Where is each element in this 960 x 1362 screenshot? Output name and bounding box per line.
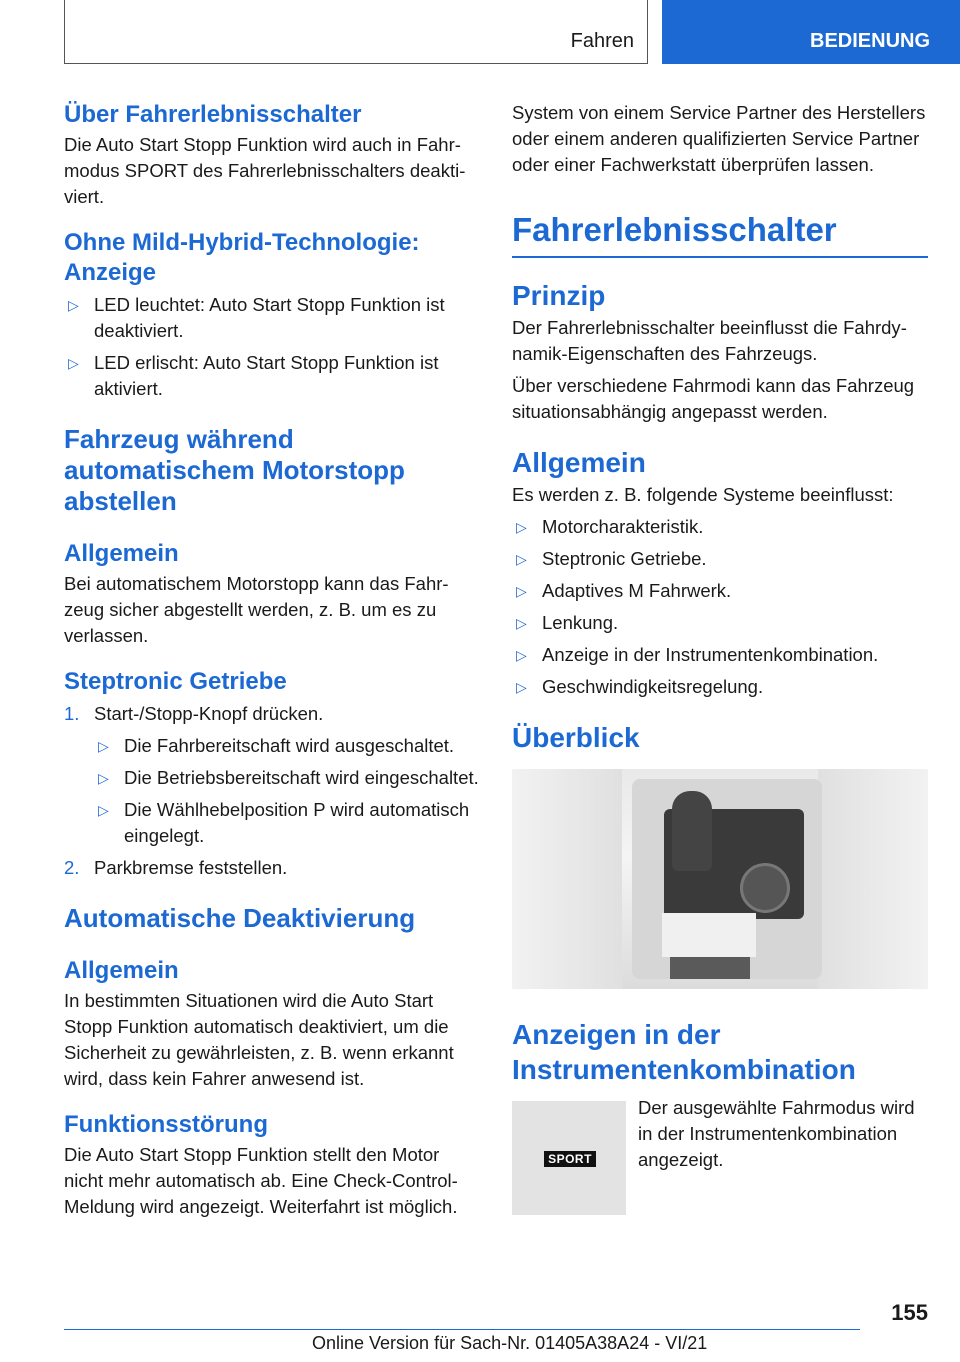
heading-allgemein-2: Allgemein (64, 956, 179, 984)
triangle-right-icon: ▷ (516, 582, 527, 599)
header-chapter-label: BEDIENUNG (810, 30, 931, 52)
list-item (64, 350, 480, 402)
triangle-right-icon: ▷ (98, 802, 109, 819)
heading-funktionsstoerung: Funktionsstörung (64, 1110, 268, 1138)
paragraph-prinzip-2: Über verschiedene Fahrmodi kann das Fahrzeug situationsabhängig angepasst werden. (512, 374, 915, 422)
list-item-text: Steptronic Getriebe. (542, 547, 707, 569)
heading-fahrzeug-abstellen: Fahrzeug während automatischem Motorstopp abstellen (64, 424, 405, 517)
paragraph-allgemein-2: In bestimmten Situationen wird die Auto Start Stopp Funktion automatisch deaktiviert, um die Sicherheit zu gewährleisten, z. B. wenn erkannt wird, dass kein Fahrer anwesend ist. (64, 989, 454, 1089)
list-systeme (512, 514, 928, 700)
right-column (512, 100, 928, 1215)
display-row (512, 1096, 928, 1215)
seat-right-shape (818, 769, 928, 989)
gear-selector-shape (672, 791, 712, 871)
step-number: 1. (64, 703, 80, 725)
list-item-text: Anzeige in der Instrumentenkombination. (542, 643, 879, 665)
instrument-display-image (512, 1101, 626, 1215)
list-item (512, 642, 928, 668)
button-strip-shape (662, 913, 756, 957)
header-chapter-tab (662, 0, 960, 64)
list-item-text: Lenkung. (542, 611, 619, 633)
list-item (94, 765, 480, 791)
triangle-right-icon: ▷ (516, 678, 527, 695)
list-item-text: Die Fahrbereitschaft wird ausgeschaltet. (124, 735, 455, 757)
seat-left-shape (512, 769, 622, 989)
paragraph-prinzip-1: Der Fahrerlebnisschalter beeinflusst die Fahrdynamik-Eigenschaften des Fahrzeugs. (512, 316, 907, 364)
paragraph-fahrerlebnis: Die Auto Start Stopp Funktion wird auch in Fahrmodus SPORT des Fahrerlebnisschalters deaktiviert. (64, 134, 466, 207)
left-column (64, 100, 480, 1226)
paragraph-funktionsstoerung: Die Auto Start Stopp Funktion stellt den Motor nicht mehr automatisch ab. Eine Check-Control-Meldung wird angezeigt. Weiterfahrt ist möglich. (64, 1143, 458, 1217)
sport-mode-badge: SPORT (544, 1151, 596, 1167)
step-item (64, 855, 480, 881)
list-item-text: Die Betriebsbereitschaft wird eingeschaltet. (124, 767, 479, 789)
paragraph-allgemein-right: Es werden z. B. folgende Systeme beeinflusst: (512, 483, 894, 505)
list-item (512, 514, 928, 540)
list-item-text: LED leuchtet: Auto Start Stopp Funktion ist deaktiviert. (94, 294, 445, 341)
list-item (64, 292, 480, 344)
list-item (512, 674, 928, 700)
heading-steptronic: Steptronic Getriebe (64, 668, 287, 696)
list-item-text: LED erlischt: Auto Start Stopp Funktion ist aktiviert. (94, 352, 439, 399)
list-item-text: Die Wählhebelposition P wird automatisch eingelegt. (124, 799, 470, 847)
heading-anzeigen: Anzeigen in der Instrumentenkombination (512, 1018, 856, 1085)
heading-allgemein-1: Allgemein (64, 540, 179, 568)
heading-fahrerlebnisschalter: Fahrerlebnisschalter (512, 210, 928, 258)
triangle-right-icon: ▷ (68, 297, 79, 313)
heading-ueberblick: Überblick (512, 721, 640, 753)
header-section-title: Fahren (570, 30, 634, 52)
paragraph-allgemein-1: Bei automatischem Motorstopp kann das Fahrzeug sicher abgestellt werden, z. B. um es zu verlassen. (64, 573, 449, 647)
step-text: Start-/Stopp-Knopf drücken. (94, 703, 324, 725)
header-left-box (64, 0, 648, 64)
heading-allgemein-right: Allgemein (512, 446, 646, 478)
step-item (64, 701, 480, 849)
list-item (94, 733, 480, 759)
footer-divider (64, 1329, 860, 1330)
list-item (94, 797, 480, 849)
triangle-right-icon: ▷ (68, 355, 79, 371)
footer-text: Online Version für Sach-Nr. 01405A38A24 - VI/21 (312, 1333, 708, 1353)
triangle-right-icon: ▷ (516, 614, 527, 631)
heading-fahrerlebnis: Über Fahrerlebnisschalter (64, 101, 362, 128)
paragraph-anzeigen: Der ausgewählte Fahrmodus wird in der Instrumentenkombination angezeigt. (638, 1096, 915, 1170)
paragraph-continued: System von einem Service Partner des Herstellers oder einem anderen qualifizierten Service Partner oder einer Fachwerkstatt überprüfen lassen. (512, 102, 926, 175)
list-item-text: Adaptives M Fahrwerk. (542, 579, 732, 601)
triangle-right-icon: ▷ (516, 518, 527, 535)
triangle-right-icon: ▷ (516, 646, 527, 663)
triangle-right-icon: ▷ (98, 770, 109, 787)
heading-ohne-mild-hybrid: Ohne Mild-Hybrid-Technologie: Anzeige (64, 229, 420, 286)
list-item-text: Geschwindigkeitsregelung. (542, 675, 764, 697)
heading-prinzip: Prinzip (512, 279, 606, 311)
step-text: Parkbremse feststellen. (94, 857, 288, 879)
parking-brake-shape (670, 957, 750, 979)
triangle-right-icon: ▷ (98, 738, 109, 755)
page-number: 155 (891, 1300, 928, 1325)
controller-knob-shape (740, 863, 790, 913)
triangle-right-icon: ▷ (516, 550, 527, 567)
steps-list (64, 701, 480, 881)
list-item-text: Motorcharakteristik. (542, 515, 704, 537)
center-console-photo (512, 769, 928, 989)
list-item (512, 546, 928, 572)
heading-automatische-deaktivierung: Automatische Deaktivierung (64, 903, 416, 934)
step-sublist (94, 733, 480, 849)
list-item (512, 578, 928, 604)
list-item (512, 610, 928, 636)
step-number: 2. (64, 857, 80, 879)
list-ohne (64, 292, 480, 402)
